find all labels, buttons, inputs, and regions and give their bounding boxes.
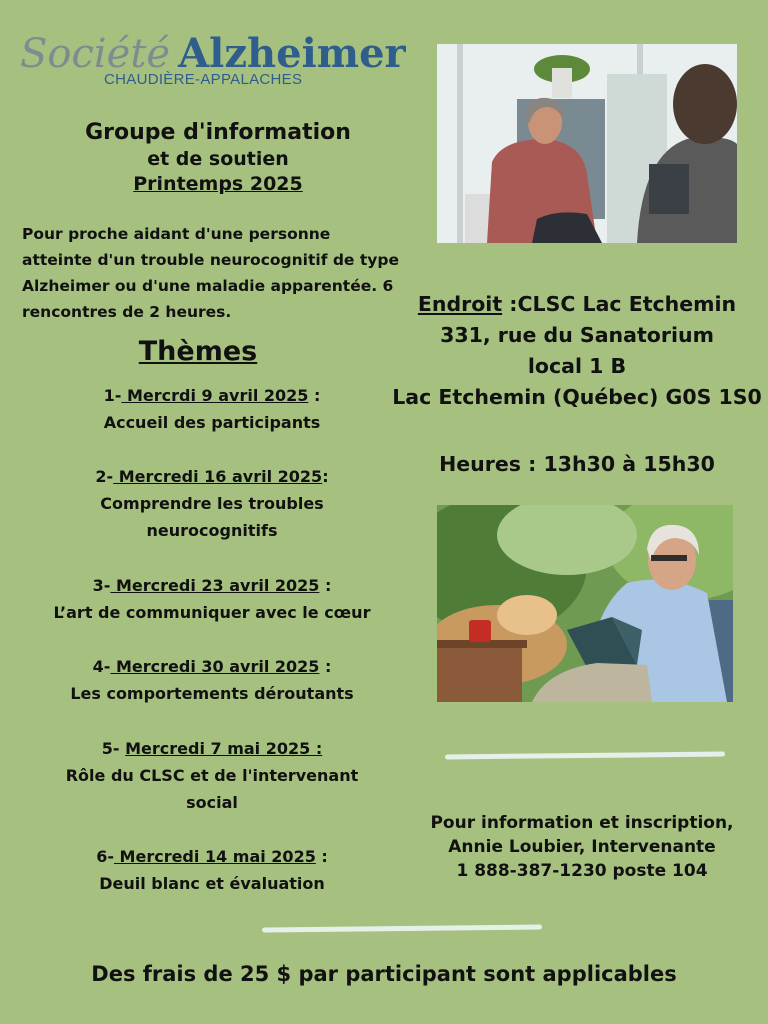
- theme-date: Mercredi 7 mai 2025 :: [125, 739, 323, 758]
- theme-topic: Accueil des participants: [103, 413, 321, 432]
- location-block: [392, 289, 762, 413]
- location-street: 331, rue du Sanatorium: [440, 323, 714, 347]
- logo-societe: Société: [20, 31, 171, 77]
- theme-number: 4-: [92, 657, 111, 676]
- divider-stroke: [445, 752, 725, 760]
- themes-heading: Thèmes: [138, 336, 258, 367]
- logo-alzheimer: Alzheimer: [178, 30, 406, 77]
- theme-number: 2-: [95, 467, 114, 486]
- theme-date: Mercredi 14 mai 2025: [113, 847, 316, 866]
- theme-item: [12, 382, 412, 436]
- divider-stroke: [262, 925, 542, 933]
- page-subtitle: et de soutien: [147, 148, 289, 170]
- page-title: Groupe d'information: [85, 120, 351, 145]
- theme-separator: :: [319, 576, 332, 595]
- theme-separator: :: [315, 847, 328, 866]
- contact-block: [396, 811, 768, 883]
- location-label: Endroit: [417, 292, 503, 316]
- theme-date: Mercrdi 9 avril 2025: [121, 386, 309, 405]
- intro-text: Pour proche aidant d'une personne atteinte d'un trouble neurocognitif de type Alzheimer ou d'une maladie apparentée. 6 rencontres de 2 heures.: [22, 225, 399, 321]
- theme-topic: Rôle du CLSC et de l'intervenant social: [65, 766, 359, 812]
- man-reading-photo: [437, 505, 733, 702]
- theme-separator: :: [319, 657, 332, 676]
- theme-topic: Comprendre les troubles neurocognitifs: [100, 494, 324, 540]
- theme-topic: L’art de communiquer avec le cœur: [53, 603, 371, 622]
- theme-item: [12, 735, 412, 816]
- group-discussion-photo: [437, 44, 737, 243]
- theme-number: 5-: [101, 739, 126, 758]
- logo: [20, 30, 406, 77]
- theme-item: [12, 463, 412, 544]
- theme-number: 6-: [96, 847, 114, 866]
- theme-separator: :: [322, 467, 329, 486]
- logo-region: CHAUDIÈRE-APPALACHES: [104, 71, 303, 88]
- theme-date: Mercredi 16 avril 2025: [113, 467, 323, 486]
- theme-date: Mercredi 30 avril 2025: [110, 657, 320, 676]
- contact-name: Annie Loubier, Intervenante: [448, 837, 716, 857]
- fees-notice: Des frais de 25 $ par participant sont applicables: [91, 962, 677, 986]
- hours-text: Heures : 13h30 à 15h30: [439, 452, 715, 476]
- theme-number: 1-: [103, 386, 122, 405]
- contact-line1: Pour information et inscription,: [430, 813, 734, 833]
- theme-item: [12, 572, 412, 626]
- theme-topic: Les comportements déroutants: [70, 684, 354, 703]
- theme-topic: Deuil blanc et évaluation: [99, 874, 325, 893]
- location-city: Lac Etchemin (Québec) G0S 1S0: [392, 385, 762, 409]
- theme-number: 3-: [92, 576, 111, 595]
- theme-separator: :: [308, 386, 321, 405]
- location-place: :CLSC Lac Etchemin: [502, 292, 737, 316]
- theme-date: Mercredi 23 avril 2025: [110, 576, 320, 595]
- location-room: local 1 B: [527, 354, 627, 378]
- theme-item: [12, 843, 412, 897]
- season-title: Printemps 2025: [133, 173, 303, 195]
- contact-phone: 1 888-387-1230 poste 104: [456, 861, 708, 881]
- theme-item: [12, 653, 412, 707]
